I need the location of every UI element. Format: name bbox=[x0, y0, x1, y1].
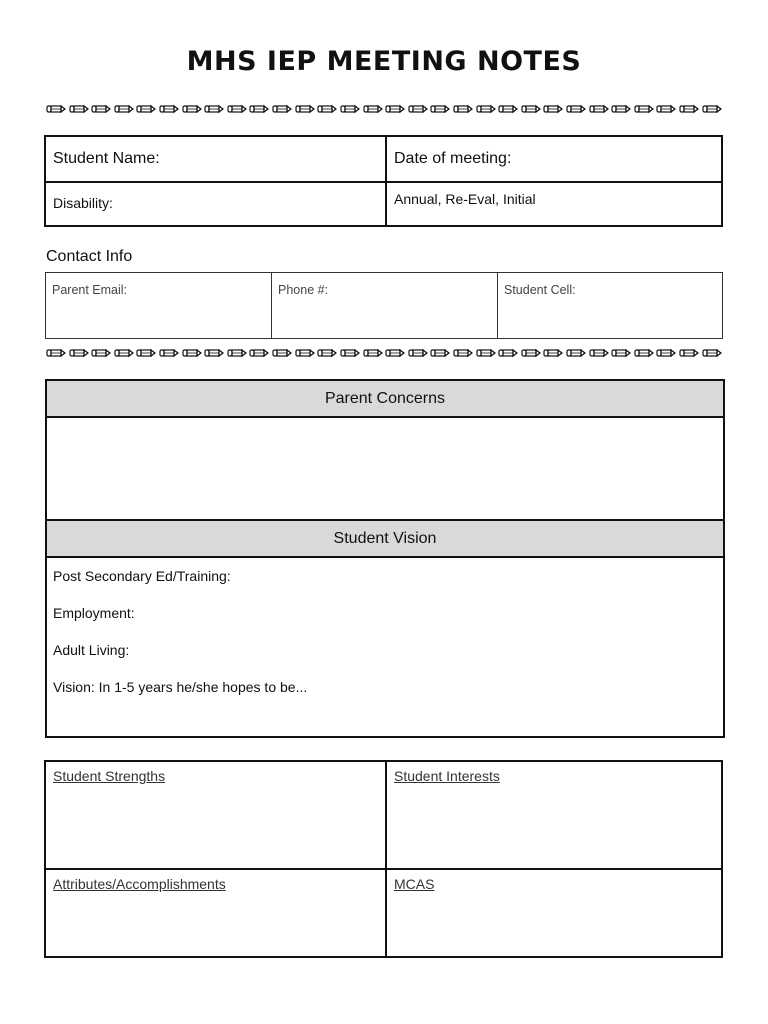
contact-info-heading: Contact Info bbox=[46, 248, 133, 265]
student-strengths-field[interactable] bbox=[45, 761, 386, 869]
pencil-icon bbox=[543, 348, 563, 358]
concerns-vision-section bbox=[45, 379, 725, 738]
parent-email-label: Parent Email: bbox=[52, 283, 128, 297]
pencil-icon bbox=[679, 348, 699, 358]
pencil-icon bbox=[159, 348, 179, 358]
pencil-icon bbox=[408, 348, 428, 358]
pencil-icon bbox=[249, 104, 269, 114]
vision-adult-living: Adult Living: bbox=[53, 642, 130, 658]
pencil-icon bbox=[227, 348, 247, 358]
pencil-icon bbox=[589, 104, 609, 114]
pencil-icon bbox=[91, 348, 111, 358]
pencil-icon bbox=[589, 348, 609, 358]
pencil-icon bbox=[385, 104, 405, 114]
pencil-icon bbox=[498, 104, 518, 114]
disability-label: Disability: bbox=[53, 195, 113, 211]
mcas-label: MCAS bbox=[394, 876, 435, 892]
pencil-icon bbox=[476, 348, 496, 358]
pencil-icon bbox=[521, 104, 541, 114]
student-interests-field[interactable] bbox=[386, 761, 722, 869]
mcas-field[interactable] bbox=[386, 869, 722, 957]
pencil-icon bbox=[69, 348, 89, 358]
pencil-icon bbox=[159, 104, 179, 114]
phone-label: Phone #: bbox=[278, 283, 329, 297]
pencil-icon bbox=[566, 104, 586, 114]
page-title: MHS IEP MEETING NOTES bbox=[186, 46, 582, 77]
vision-employment: Employment: bbox=[53, 605, 135, 621]
pencil-icon bbox=[363, 348, 383, 358]
pencil-icon bbox=[204, 104, 224, 114]
contact-info-table bbox=[45, 272, 723, 339]
pencil-icon bbox=[227, 104, 247, 114]
pencil-icon bbox=[408, 104, 428, 114]
pencil-icon bbox=[476, 104, 496, 114]
student-vision-area[interactable] bbox=[47, 558, 723, 712]
pencil-icon bbox=[272, 104, 292, 114]
pencil-icon bbox=[679, 104, 699, 114]
vision-statement: Vision: In 1-5 years he/she hopes to be... bbox=[53, 679, 308, 695]
pencil-icon bbox=[317, 348, 337, 358]
pencil-icon bbox=[182, 104, 202, 114]
pencil-icon bbox=[249, 348, 269, 358]
pencil-icon bbox=[656, 348, 676, 358]
student-name-field[interactable] bbox=[45, 136, 386, 182]
attributes-field[interactable] bbox=[45, 869, 386, 957]
pencil-icon bbox=[656, 104, 676, 114]
student-name-label: Student Name: bbox=[53, 150, 160, 167]
pencil-icon bbox=[317, 104, 337, 114]
pencil-icon bbox=[453, 348, 473, 358]
pencil-icon bbox=[634, 104, 654, 114]
pencil-icon bbox=[46, 348, 66, 358]
meeting-type-label: Annual, Re-Eval, Initial bbox=[394, 191, 536, 207]
pencil-icon bbox=[340, 104, 360, 114]
pencil-icon bbox=[453, 104, 473, 114]
student-interests-label: Student Interests bbox=[394, 768, 500, 784]
student-vision-heading: Student Vision bbox=[47, 519, 723, 558]
pencil-icon bbox=[136, 348, 156, 358]
date-of-meeting-field[interactable] bbox=[386, 136, 722, 182]
pencil-icon bbox=[272, 348, 292, 358]
pencil-divider bbox=[46, 346, 722, 360]
pencil-icon bbox=[114, 348, 134, 358]
pencil-icon bbox=[521, 348, 541, 358]
pencil-icon bbox=[385, 348, 405, 358]
student-strengths-label: Student Strengths bbox=[53, 768, 166, 784]
pencil-icon bbox=[611, 104, 631, 114]
pencil-icon bbox=[340, 348, 360, 358]
pencil-icon bbox=[543, 104, 563, 114]
disability-field[interactable] bbox=[45, 182, 386, 226]
pencil-icon bbox=[182, 348, 202, 358]
pencil-icon bbox=[611, 348, 631, 358]
pencil-icon bbox=[566, 348, 586, 358]
pencil-icon bbox=[702, 348, 722, 358]
pencil-icon bbox=[46, 104, 66, 114]
parent-email-field[interactable] bbox=[46, 273, 272, 339]
date-of-meeting-label: Date of meeting: bbox=[394, 150, 512, 167]
phone-field[interactable] bbox=[272, 273, 498, 339]
student-cell-field[interactable] bbox=[498, 273, 723, 339]
pencil-icon bbox=[498, 348, 518, 358]
pencil-icon bbox=[430, 104, 450, 114]
attributes-label: Attributes/Accomplishments bbox=[53, 876, 226, 892]
pencil-icon bbox=[91, 104, 111, 114]
parent-concerns-area[interactable] bbox=[47, 418, 723, 519]
student-cell-label: Student Cell: bbox=[504, 283, 576, 297]
pencil-icon bbox=[702, 104, 722, 114]
student-info-table bbox=[44, 135, 723, 227]
meeting-type-field[interactable] bbox=[386, 182, 722, 226]
pencil-icon bbox=[114, 104, 134, 114]
pencil-icon bbox=[634, 348, 654, 358]
pencil-icon bbox=[295, 104, 315, 114]
pencil-icon bbox=[136, 104, 156, 114]
pencil-divider bbox=[46, 102, 722, 116]
pencil-icon bbox=[204, 348, 224, 358]
vision-post-secondary: Post Secondary Ed/Training: bbox=[53, 568, 231, 584]
pencil-icon bbox=[430, 348, 450, 358]
parent-concerns-heading: Parent Concerns bbox=[47, 381, 723, 418]
strengths-table bbox=[44, 760, 723, 958]
pencil-icon bbox=[363, 104, 383, 114]
pencil-icon bbox=[69, 104, 89, 114]
pencil-icon bbox=[295, 348, 315, 358]
